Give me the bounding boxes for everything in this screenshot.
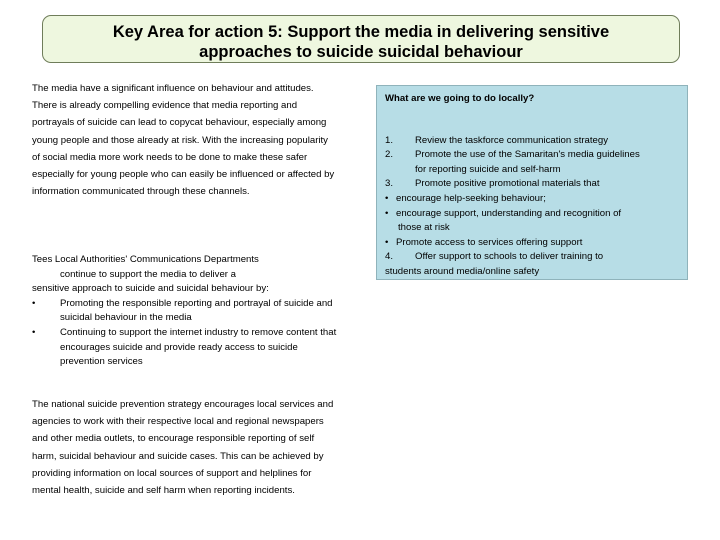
- bullet-icon: •: [385, 207, 389, 219]
- item-number: 3.: [385, 178, 394, 190]
- national-strategy-paragraph: The national suicide prevention strategy encourages local services and agencies to work with their respective local and regional newspapers and other media outlets, to encourage responsible reporting of self harm, suicidal behaviour and suicide cases. This can be achieved by providing information on local sources of support and helplines for mental health, suicide and self harm when reporting incidents.: [32, 399, 334, 497]
- list-item: [385, 207, 687, 222]
- media-influence-paragraph: The media have a significant influence on behaviour and attitudes. There is already compelling evidence that media reporting and portrayals of suicide can lead to copycat behaviour, especially among young people and those already at risk. With the increasing popularity of social media more work needs to be done to make these safer especially for young people who can easily be influenced or affected by information communicated through these channels.: [32, 83, 335, 198]
- list-item: [385, 134, 687, 149]
- item-text: Offer support to schools to deliver training to: [415, 251, 604, 263]
- communications-line-1: Tees Local Authorities' Communications Departments: [32, 254, 259, 265]
- item-text: Promote positive promotional materials that: [415, 178, 600, 190]
- list-item: [385, 250, 687, 265]
- item-text: Promote the use of the Samaritan's media guidelines: [415, 149, 640, 161]
- bullet-text: Promoting the responsible reporting and portrayal of suicide and suicidal behaviour in the media: [60, 297, 333, 324]
- communications-line-3: sensitive approach to suicide and suicidal behaviour by:: [32, 283, 269, 295]
- item-text-cont: students around media/online safety: [385, 265, 540, 277]
- bullet-icon: •: [385, 192, 389, 204]
- list-item: [385, 177, 687, 192]
- title-line-1: Key Area for action 5: Support the media in delivering sensitive: [112, 23, 610, 41]
- communications-paragraph: [32, 253, 337, 370]
- item-text: Review the taskforce communication strategy: [415, 134, 609, 146]
- sub-bullet-cont: those at risk: [398, 222, 450, 234]
- local-actions-heading: What are we going to do locally?: [385, 93, 535, 104]
- item-text-cont: for reporting suicide and self-harm: [415, 163, 561, 175]
- bullet-icon: •: [385, 236, 389, 248]
- left-column: [32, 80, 337, 497]
- sub-bullet-text: encourage help-seeking behaviour;: [396, 192, 546, 204]
- sub-bullet-text: encourage support, understanding and recognition of: [396, 207, 622, 219]
- list-item: [32, 326, 337, 370]
- list-item: [385, 192, 687, 207]
- sub-bullet-text: Promote access to services offering support: [396, 236, 583, 248]
- local-actions-box: [376, 85, 688, 280]
- list-item: [385, 236, 687, 251]
- item-number: 2.: [385, 149, 394, 161]
- title-banner: [42, 15, 680, 63]
- bullet-text: Continuing to support the internet industry to remove content that encourages suicide and provide ready access to suicide prevention services: [60, 326, 337, 368]
- title-line-2: approaches to suicide suicidal behaviour: [199, 43, 523, 61]
- list-item: [385, 148, 687, 177]
- list-item: [32, 297, 337, 326]
- communications-line-2: continue to support the media to deliver a: [60, 268, 236, 280]
- item-number: 4.: [385, 251, 394, 263]
- bullet-icon: •: [32, 326, 36, 338]
- item-number: 1.: [385, 134, 394, 146]
- bullet-icon: •: [32, 297, 36, 309]
